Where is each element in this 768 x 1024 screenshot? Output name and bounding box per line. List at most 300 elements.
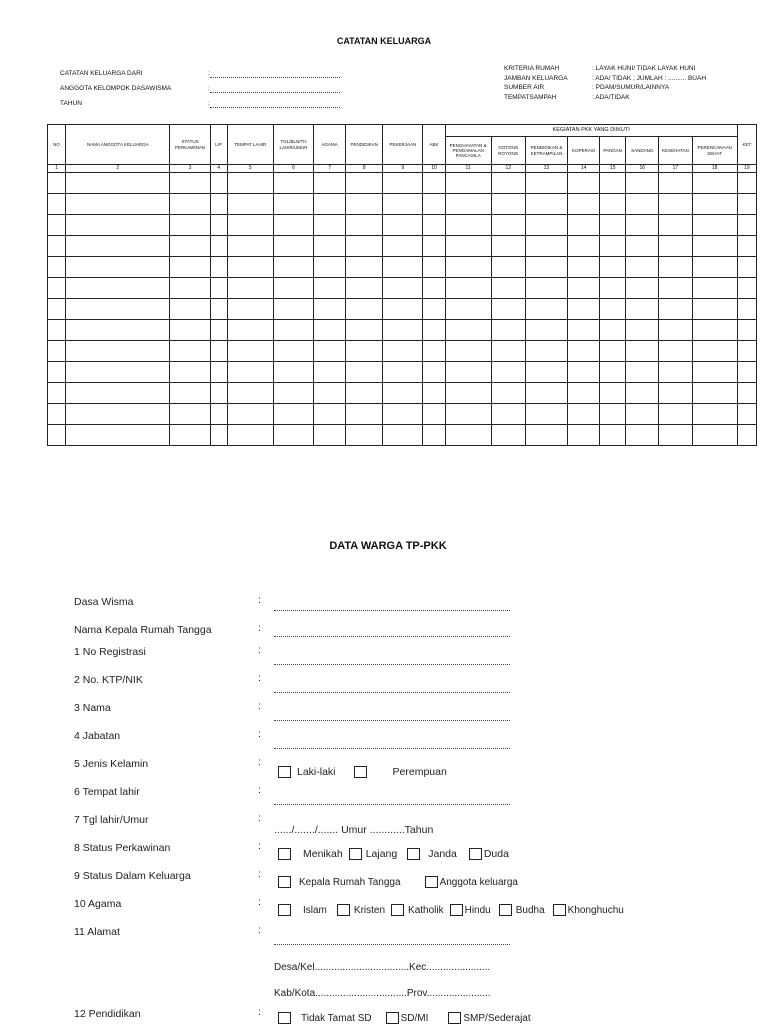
table-cell[interactable] bbox=[170, 404, 210, 425]
dasa-wisma-input[interactable] bbox=[274, 610, 510, 611]
table-cell[interactable] bbox=[66, 404, 170, 425]
table-cell[interactable] bbox=[568, 320, 600, 341]
table-cell[interactable] bbox=[346, 299, 383, 320]
table-cell[interactable] bbox=[525, 278, 567, 299]
table-cell[interactable] bbox=[491, 320, 525, 341]
tempat-lahir-input[interactable] bbox=[274, 804, 510, 805]
table-cell[interactable] bbox=[423, 425, 445, 446]
table-cell[interactable] bbox=[48, 383, 66, 404]
table-cell[interactable] bbox=[600, 173, 626, 194]
table-cell[interactable] bbox=[692, 425, 737, 446]
option-islam[interactable] bbox=[278, 904, 327, 916]
table-cell[interactable] bbox=[626, 320, 659, 341]
table-cell[interactable] bbox=[346, 236, 383, 257]
table-cell[interactable] bbox=[227, 362, 273, 383]
table-cell[interactable] bbox=[568, 341, 600, 362]
nama-kepala-input[interactable] bbox=[274, 636, 510, 637]
option-katholik[interactable] bbox=[391, 904, 444, 916]
nama-input[interactable] bbox=[274, 720, 510, 721]
table-cell[interactable] bbox=[227, 425, 273, 446]
table-cell[interactable] bbox=[568, 257, 600, 278]
table-cell[interactable] bbox=[210, 383, 227, 404]
table-cell[interactable] bbox=[568, 236, 600, 257]
table-cell[interactable] bbox=[170, 383, 210, 404]
table-cell[interactable] bbox=[170, 257, 210, 278]
table-cell[interactable] bbox=[525, 299, 567, 320]
table-cell[interactable] bbox=[491, 257, 525, 278]
table-cell[interactable] bbox=[737, 362, 756, 383]
table-cell[interactable] bbox=[314, 383, 346, 404]
table-cell[interactable] bbox=[227, 236, 273, 257]
table-cell[interactable] bbox=[737, 320, 756, 341]
table-cell[interactable] bbox=[346, 425, 383, 446]
table-cell[interactable] bbox=[66, 236, 170, 257]
jabatan-input[interactable] bbox=[274, 748, 510, 749]
table-cell[interactable] bbox=[314, 173, 346, 194]
table-cell[interactable] bbox=[66, 173, 170, 194]
checkbox[interactable] bbox=[386, 1012, 399, 1024]
option-duda[interactable] bbox=[469, 848, 509, 860]
table-cell[interactable] bbox=[568, 362, 600, 383]
alamat-input[interactable] bbox=[274, 944, 510, 945]
alamat-desa-kec-input[interactable]: Desa/Kel..................................Kec....................... bbox=[274, 962, 491, 973]
option-kristen[interactable] bbox=[337, 904, 385, 916]
table-cell[interactable] bbox=[227, 173, 273, 194]
table-cell[interactable] bbox=[346, 404, 383, 425]
table-cell[interactable] bbox=[445, 320, 491, 341]
table-cell[interactable] bbox=[491, 425, 525, 446]
table-cell[interactable] bbox=[423, 236, 445, 257]
table-cell[interactable] bbox=[273, 278, 313, 299]
table-cell[interactable] bbox=[346, 257, 383, 278]
table-cell[interactable] bbox=[273, 173, 313, 194]
table-cell[interactable] bbox=[423, 173, 445, 194]
option-laki-laki[interactable] bbox=[278, 766, 336, 778]
table-cell[interactable] bbox=[314, 257, 346, 278]
table-cell[interactable] bbox=[692, 236, 737, 257]
table-cell[interactable] bbox=[314, 341, 346, 362]
alamat-kab-prov-input[interactable]: Kab/Kota.................................Prov....................... bbox=[274, 988, 491, 999]
table-cell[interactable] bbox=[383, 425, 423, 446]
table-cell[interactable] bbox=[170, 425, 210, 446]
table-cell[interactable] bbox=[210, 194, 227, 215]
table-cell[interactable] bbox=[600, 299, 626, 320]
table-cell[interactable] bbox=[210, 236, 227, 257]
table-cell[interactable] bbox=[737, 383, 756, 404]
checkbox[interactable] bbox=[499, 904, 512, 916]
table-cell[interactable] bbox=[568, 278, 600, 299]
table-cell[interactable] bbox=[491, 278, 525, 299]
table-cell[interactable] bbox=[383, 341, 423, 362]
table-cell[interactable] bbox=[48, 362, 66, 383]
table-cell[interactable] bbox=[626, 299, 659, 320]
table-cell[interactable] bbox=[383, 194, 423, 215]
table-cell[interactable] bbox=[66, 425, 170, 446]
field-colon: : bbox=[258, 812, 261, 824]
table-cell[interactable] bbox=[170, 173, 210, 194]
table-cell[interactable] bbox=[66, 320, 170, 341]
table-cell[interactable] bbox=[626, 425, 659, 446]
table-cell[interactable] bbox=[383, 173, 423, 194]
table-cell[interactable] bbox=[659, 425, 692, 446]
field-label: 7 Tgl lahir/Umur bbox=[74, 814, 149, 826]
table-cell[interactable] bbox=[626, 257, 659, 278]
table-cell[interactable] bbox=[48, 215, 66, 236]
table-cell[interactable] bbox=[423, 257, 445, 278]
table-cell[interactable] bbox=[66, 215, 170, 236]
table-cell[interactable] bbox=[525, 341, 567, 362]
option-menikah[interactable] bbox=[278, 848, 343, 860]
table-cell[interactable] bbox=[659, 173, 692, 194]
table-cell[interactable] bbox=[600, 320, 626, 341]
table-cell[interactable] bbox=[692, 404, 737, 425]
table-cell[interactable] bbox=[170, 362, 210, 383]
table-cell[interactable] bbox=[445, 425, 491, 446]
table-cell[interactable] bbox=[66, 362, 170, 383]
table-cell[interactable] bbox=[737, 194, 756, 215]
table-cell[interactable] bbox=[273, 383, 313, 404]
table-cell[interactable] bbox=[737, 425, 756, 446]
table-cell[interactable] bbox=[568, 299, 600, 320]
table-cell[interactable] bbox=[383, 278, 423, 299]
table-cell[interactable] bbox=[210, 173, 227, 194]
table-cell[interactable] bbox=[210, 362, 227, 383]
table-cell[interactable] bbox=[66, 257, 170, 278]
table-cell[interactable] bbox=[659, 194, 692, 215]
table-cell[interactable] bbox=[170, 299, 210, 320]
table-cell[interactable] bbox=[170, 215, 210, 236]
no-registrasi-input[interactable] bbox=[274, 664, 510, 665]
table-cell[interactable] bbox=[383, 257, 423, 278]
table-cell[interactable] bbox=[210, 257, 227, 278]
table-cell[interactable] bbox=[491, 194, 525, 215]
table-cell[interactable] bbox=[48, 425, 66, 446]
table-cell[interactable] bbox=[445, 173, 491, 194]
checkbox[interactable] bbox=[450, 904, 463, 916]
table-cell[interactable] bbox=[423, 320, 445, 341]
table-cell[interactable] bbox=[737, 173, 756, 194]
table-cell[interactable] bbox=[273, 257, 313, 278]
no-ktp-input[interactable] bbox=[274, 692, 510, 693]
table-cell[interactable] bbox=[568, 194, 600, 215]
table-cell[interactable] bbox=[346, 383, 383, 404]
checkbox[interactable] bbox=[425, 876, 438, 888]
table-cell[interactable] bbox=[66, 278, 170, 299]
field-label: 5 Jenis Kelamin bbox=[74, 758, 149, 770]
table-cell[interactable] bbox=[227, 215, 273, 236]
table-cell[interactable] bbox=[737, 404, 756, 425]
option-smp[interactable] bbox=[448, 1012, 530, 1024]
table-cell[interactable] bbox=[600, 383, 626, 404]
table-cell[interactable] bbox=[346, 320, 383, 341]
table-cell[interactable] bbox=[314, 362, 346, 383]
table-cell[interactable] bbox=[314, 194, 346, 215]
table-cell[interactable] bbox=[423, 278, 445, 299]
table-cell[interactable] bbox=[445, 278, 491, 299]
table-cell[interactable] bbox=[659, 404, 692, 425]
table-cell[interactable] bbox=[48, 173, 66, 194]
table-cell[interactable] bbox=[568, 383, 600, 404]
table-cell[interactable] bbox=[170, 320, 210, 341]
checkbox[interactable] bbox=[407, 848, 420, 860]
table-cell[interactable] bbox=[692, 194, 737, 215]
table-cell[interactable] bbox=[491, 236, 525, 257]
table-cell[interactable] bbox=[227, 194, 273, 215]
table-cell[interactable] bbox=[626, 362, 659, 383]
table-cell[interactable] bbox=[423, 362, 445, 383]
table-cell[interactable] bbox=[227, 383, 273, 404]
table-cell[interactable] bbox=[600, 194, 626, 215]
table-cell[interactable] bbox=[626, 341, 659, 362]
table-cell[interactable] bbox=[626, 215, 659, 236]
table-cell[interactable] bbox=[273, 404, 313, 425]
table-cell[interactable] bbox=[692, 341, 737, 362]
table-cell[interactable] bbox=[600, 404, 626, 425]
table-cell[interactable] bbox=[227, 404, 273, 425]
table-cell[interactable] bbox=[314, 320, 346, 341]
table-cell[interactable] bbox=[692, 362, 737, 383]
table-cell[interactable] bbox=[737, 341, 756, 362]
checkbox[interactable] bbox=[349, 848, 362, 860]
table-cell[interactable] bbox=[66, 383, 170, 404]
table-cell[interactable] bbox=[445, 299, 491, 320]
table-cell[interactable] bbox=[659, 320, 692, 341]
checkbox[interactable] bbox=[337, 904, 350, 916]
option-budha[interactable] bbox=[499, 904, 545, 916]
table-cell[interactable] bbox=[600, 341, 626, 362]
table-cell[interactable] bbox=[273, 299, 313, 320]
table-cell[interactable] bbox=[423, 404, 445, 425]
table-cell[interactable] bbox=[445, 404, 491, 425]
table-cell[interactable] bbox=[423, 215, 445, 236]
table-cell[interactable] bbox=[626, 173, 659, 194]
checkbox[interactable] bbox=[278, 1012, 291, 1024]
table-cell[interactable] bbox=[383, 362, 423, 383]
table-cell[interactable] bbox=[491, 383, 525, 404]
table-cell[interactable] bbox=[568, 215, 600, 236]
table-cell[interactable] bbox=[692, 383, 737, 404]
table-cell[interactable] bbox=[273, 341, 313, 362]
table-cell[interactable] bbox=[210, 215, 227, 236]
table-cell[interactable] bbox=[48, 320, 66, 341]
table-cell[interactable] bbox=[314, 404, 346, 425]
table-cell[interactable] bbox=[525, 362, 567, 383]
table-cell[interactable] bbox=[737, 215, 756, 236]
table-cell[interactable] bbox=[66, 194, 170, 215]
table-cell[interactable] bbox=[314, 425, 346, 446]
table-cell[interactable] bbox=[346, 173, 383, 194]
field-blank-line[interactable] bbox=[210, 85, 340, 93]
table-cell[interactable] bbox=[491, 341, 525, 362]
table-cell[interactable] bbox=[525, 194, 567, 215]
table-cell[interactable] bbox=[491, 404, 525, 425]
table-cell[interactable] bbox=[626, 404, 659, 425]
table-cell[interactable] bbox=[525, 257, 567, 278]
table-cell[interactable] bbox=[626, 194, 659, 215]
table-cell[interactable] bbox=[227, 257, 273, 278]
tgl-lahir-input[interactable]: ....../......./....... Umur ............Tahun bbox=[274, 824, 434, 836]
checkbox[interactable] bbox=[553, 904, 566, 916]
table-cell[interactable] bbox=[273, 425, 313, 446]
option-kepala-rumah-tangga[interactable] bbox=[278, 876, 401, 888]
table-cell[interactable] bbox=[383, 299, 423, 320]
table-cell[interactable] bbox=[626, 236, 659, 257]
table-cell[interactable] bbox=[273, 320, 313, 341]
table-cell[interactable] bbox=[314, 299, 346, 320]
table-cell[interactable] bbox=[525, 404, 567, 425]
field-blank-line[interactable] bbox=[210, 70, 340, 78]
table-cell[interactable] bbox=[48, 278, 66, 299]
table-cell[interactable] bbox=[600, 236, 626, 257]
table-cell[interactable] bbox=[210, 404, 227, 425]
table-cell[interactable] bbox=[737, 236, 756, 257]
table-cell[interactable] bbox=[170, 278, 210, 299]
table-cell[interactable] bbox=[659, 362, 692, 383]
table-cell[interactable] bbox=[659, 257, 692, 278]
table-cell[interactable] bbox=[445, 236, 491, 257]
table-cell[interactable] bbox=[383, 236, 423, 257]
table-cell[interactable] bbox=[314, 236, 346, 257]
table-cell[interactable] bbox=[491, 215, 525, 236]
table-cell[interactable] bbox=[626, 278, 659, 299]
table-cell[interactable] bbox=[600, 425, 626, 446]
field-label: Dasa Wisma bbox=[74, 596, 134, 608]
checkbox[interactable] bbox=[278, 876, 291, 888]
table-cell[interactable] bbox=[600, 215, 626, 236]
table-cell[interactable] bbox=[659, 383, 692, 404]
table-cell[interactable] bbox=[227, 341, 273, 362]
table-cell[interactable] bbox=[737, 299, 756, 320]
table-cell[interactable] bbox=[170, 236, 210, 257]
table-cell[interactable] bbox=[66, 299, 170, 320]
table-cell[interactable] bbox=[423, 383, 445, 404]
table-cell[interactable] bbox=[48, 404, 66, 425]
table-cell[interactable] bbox=[659, 236, 692, 257]
table-cell[interactable] bbox=[445, 194, 491, 215]
table-cell[interactable] bbox=[346, 194, 383, 215]
table-cell[interactable] bbox=[525, 425, 567, 446]
table-cell[interactable] bbox=[210, 278, 227, 299]
table-cell[interactable] bbox=[525, 320, 567, 341]
table-cell[interactable] bbox=[525, 215, 567, 236]
option-khonghuchu[interactable] bbox=[553, 904, 624, 916]
table-cell[interactable] bbox=[210, 425, 227, 446]
table-cell[interactable] bbox=[600, 362, 626, 383]
table-cell[interactable] bbox=[737, 257, 756, 278]
table-cell[interactable] bbox=[568, 173, 600, 194]
option-tidak-tamat-sd[interactable] bbox=[278, 1012, 372, 1024]
checkbox[interactable] bbox=[391, 904, 404, 916]
table-cell[interactable] bbox=[423, 341, 445, 362]
table-cell[interactable] bbox=[227, 320, 273, 341]
table-cell[interactable] bbox=[491, 299, 525, 320]
option-lajang[interactable] bbox=[349, 848, 398, 860]
table-cell[interactable] bbox=[346, 341, 383, 362]
field-colon: : bbox=[258, 728, 261, 740]
table-cell[interactable] bbox=[568, 404, 600, 425]
table-cell[interactable] bbox=[692, 215, 737, 236]
field-blank-line[interactable] bbox=[210, 100, 340, 108]
table-cell[interactable] bbox=[210, 341, 227, 362]
table-cell[interactable] bbox=[659, 278, 692, 299]
option-janda[interactable] bbox=[407, 848, 457, 860]
checkbox[interactable] bbox=[278, 766, 291, 778]
table-cell[interactable] bbox=[692, 320, 737, 341]
option-hindu[interactable] bbox=[450, 904, 491, 916]
table-cell[interactable] bbox=[314, 215, 346, 236]
table-cell[interactable] bbox=[445, 383, 491, 404]
option-sd-mi[interactable] bbox=[386, 1012, 429, 1024]
checkbox[interactable] bbox=[278, 848, 291, 860]
checkbox[interactable] bbox=[469, 848, 482, 860]
table-cell[interactable] bbox=[737, 278, 756, 299]
checkbox[interactable] bbox=[354, 766, 367, 778]
option-perempuan[interactable] bbox=[354, 766, 447, 778]
table-cell[interactable] bbox=[383, 320, 423, 341]
table-cell[interactable] bbox=[273, 236, 313, 257]
table-cell[interactable] bbox=[600, 278, 626, 299]
table-cell[interactable] bbox=[491, 362, 525, 383]
table-cell[interactable] bbox=[273, 362, 313, 383]
table-cell[interactable] bbox=[227, 278, 273, 299]
table-cell[interactable] bbox=[346, 215, 383, 236]
table-cell[interactable] bbox=[48, 236, 66, 257]
table-cell[interactable] bbox=[210, 320, 227, 341]
table-cell[interactable] bbox=[659, 215, 692, 236]
option-anggota-keluarga[interactable] bbox=[425, 876, 518, 888]
table-cell[interactable] bbox=[227, 299, 273, 320]
table-cell[interactable] bbox=[659, 299, 692, 320]
table-cell[interactable] bbox=[170, 194, 210, 215]
checkbox[interactable] bbox=[448, 1012, 461, 1024]
table-cell[interactable] bbox=[525, 173, 567, 194]
table-cell[interactable] bbox=[383, 215, 423, 236]
table-cell[interactable] bbox=[692, 299, 737, 320]
table-cell[interactable] bbox=[659, 341, 692, 362]
table-cell[interactable] bbox=[346, 362, 383, 383]
table-cell[interactable] bbox=[210, 299, 227, 320]
table-cell[interactable] bbox=[600, 257, 626, 278]
table-cell[interactable] bbox=[48, 341, 66, 362]
table-cell[interactable] bbox=[445, 341, 491, 362]
table-cell[interactable] bbox=[423, 194, 445, 215]
table-cell[interactable] bbox=[692, 257, 737, 278]
table-cell[interactable] bbox=[445, 362, 491, 383]
table-cell[interactable] bbox=[66, 341, 170, 362]
table-cell[interactable] bbox=[445, 257, 491, 278]
table-cell[interactable] bbox=[445, 215, 491, 236]
table-cell[interactable] bbox=[48, 257, 66, 278]
table-cell[interactable] bbox=[383, 383, 423, 404]
table-cell[interactable] bbox=[626, 383, 659, 404]
table-cell[interactable] bbox=[273, 194, 313, 215]
table-cell[interactable] bbox=[525, 236, 567, 257]
table-cell[interactable] bbox=[423, 299, 445, 320]
table-cell[interactable] bbox=[273, 215, 313, 236]
table-cell[interactable] bbox=[48, 299, 66, 320]
table-cell[interactable] bbox=[568, 425, 600, 446]
table-cell[interactable] bbox=[314, 278, 346, 299]
table-cell[interactable] bbox=[346, 278, 383, 299]
table-cell[interactable] bbox=[170, 341, 210, 362]
table-cell[interactable] bbox=[383, 404, 423, 425]
table-cell[interactable] bbox=[525, 383, 567, 404]
table-cell[interactable] bbox=[48, 194, 66, 215]
table-cell[interactable] bbox=[692, 173, 737, 194]
table-cell[interactable] bbox=[491, 173, 525, 194]
checkbox[interactable] bbox=[278, 904, 291, 916]
table-cell[interactable] bbox=[692, 278, 737, 299]
